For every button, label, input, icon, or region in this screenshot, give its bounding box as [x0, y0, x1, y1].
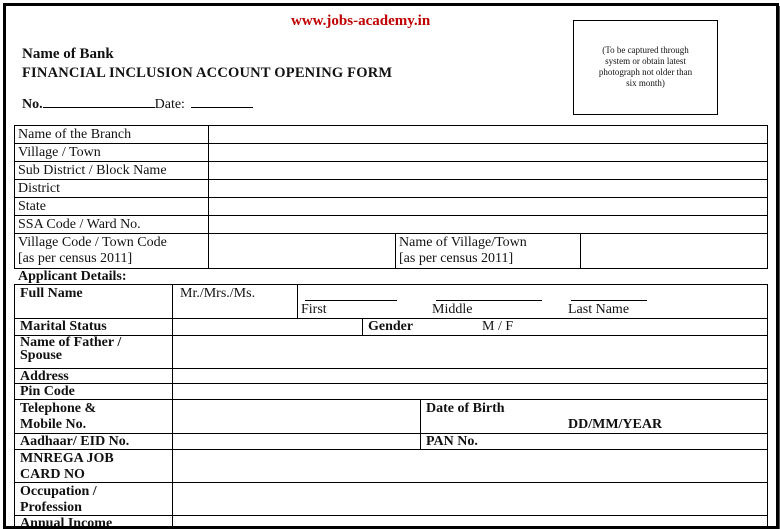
mobile-label: Mobile No.: [20, 417, 87, 432]
photo-note-line: six month): [626, 78, 665, 88]
branch-name-label: Name of the Branch: [18, 127, 132, 142]
middle-name-field[interactable]: [436, 300, 542, 301]
form-title: FINANCIAL INCLUSION ACCOUNT OPENING FORM: [22, 65, 393, 81]
last-name-field[interactable]: [571, 300, 647, 301]
ssa-code-label: SSA Code / Ward No.: [18, 217, 141, 232]
no-label: No.: [22, 97, 43, 112]
applicant-section-title: Applicant Details:: [18, 269, 127, 284]
dob-label: Date of Birth: [426, 401, 505, 416]
full-name-label: Full Name: [20, 286, 83, 301]
number-date-line: [22, 95, 253, 113]
date-field[interactable]: [191, 95, 253, 108]
pan-label: PAN No.: [426, 434, 478, 449]
photo-note-line: photograph not older than: [598, 67, 693, 77]
bank-name: Name of Bank: [22, 46, 114, 62]
state-label: State: [18, 199, 46, 214]
salutation-label[interactable]: Mr./Mrs./Ms.: [180, 286, 256, 301]
gender-label: Gender: [368, 319, 414, 334]
village-name-label: Name of Village/Town: [399, 235, 527, 250]
father-spouse-label-line2: Spouse: [20, 348, 63, 363]
address-label: Address: [20, 369, 69, 384]
telephone-label: Telephone &: [20, 401, 97, 416]
photo-box[interactable]: [573, 20, 718, 115]
father-spouse-label: Name of Father /: [20, 335, 122, 350]
gender-options[interactable]: M / F: [482, 319, 514, 334]
occupation-label-line2: Profession: [20, 500, 82, 515]
middle-name-label: Middle: [432, 302, 473, 317]
mnrega-label-line2: CARD NO: [20, 467, 85, 482]
occupation-label: Occupation /: [20, 484, 97, 499]
village-name-census-label: [as per census 2011]: [399, 251, 514, 266]
sub-district-label: Sub District / Block Name: [18, 163, 167, 178]
aadhaar-label: Aadhaar/ EID No.: [20, 434, 130, 449]
first-name-field[interactable]: [305, 300, 397, 301]
first-name-label: First: [301, 302, 327, 317]
village-town-label: Village / Town: [18, 145, 101, 160]
village-code-label: Village Code / Town Code: [18, 235, 167, 250]
mnrega-label: MNREGA JOB: [20, 451, 114, 466]
no-field[interactable]: [43, 95, 155, 108]
website-url[interactable]: www.jobs-academy.in: [291, 13, 431, 29]
date-label: Date:: [154, 97, 185, 112]
pin-code-label: Pin Code: [20, 384, 75, 399]
village-code-census-label: [as per census 2011]: [18, 251, 133, 266]
photo-note-line: (To be captured through: [602, 45, 689, 55]
dob-format: DD/MM/YEAR: [568, 417, 663, 432]
marital-status-label: Marital Status: [20, 319, 107, 334]
last-name-label: Last Name: [568, 302, 630, 317]
annual-income-label: Annual Income: [20, 516, 113, 529]
form-frame: [3, 3, 779, 529]
photo-note-line: system or obtain latest: [605, 56, 686, 66]
district-label: District: [18, 181, 60, 196]
